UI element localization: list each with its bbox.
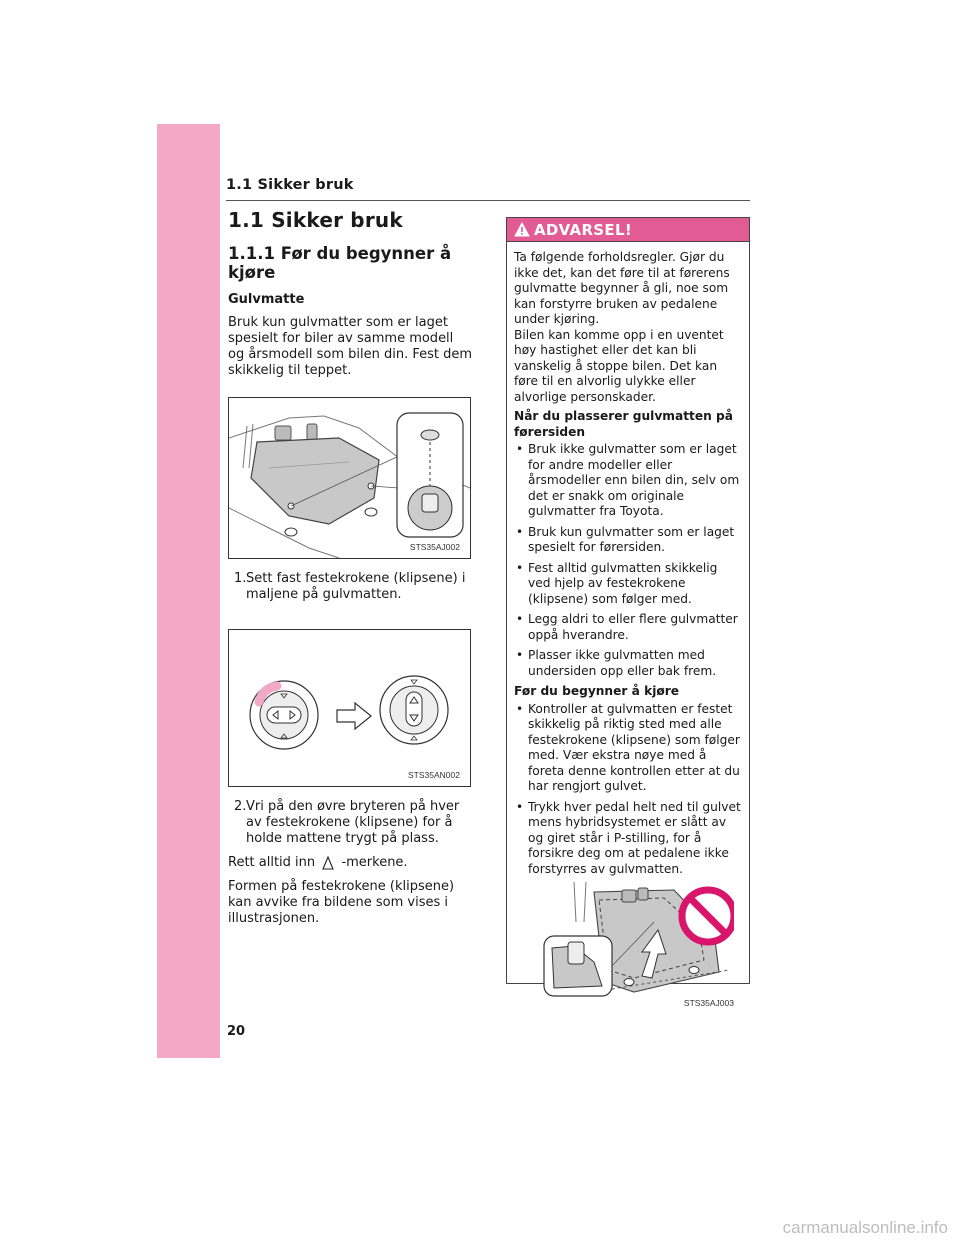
topic-heading: Gulvmatte (228, 292, 305, 307)
section-subtitle: 1.1.1 Før du begynner å kjøre (228, 244, 452, 282)
page-number: 20 (227, 1024, 246, 1039)
figure-floor-mat (228, 397, 471, 559)
warning-paragraph-2: Bilen kan komme opp i en uventet høy hastighet eller det kan bli vanskelig å stoppe bilen. Det kan føre til en alvorlig ulykke eller alvorlige personskader. (514, 327, 724, 404)
warning-subheading-2: Før du begynner å kjøre (514, 684, 680, 698)
warning-triangle-icon (514, 222, 530, 237)
step-number: 1. (234, 571, 247, 586)
figure-wrong-mat (524, 882, 734, 1010)
figure-code: STS35AJ002 (409, 542, 460, 552)
warning-bullet: • Plasser ikke gulvmatten med undersiden opp eller bak frem. (514, 648, 742, 679)
warning-paragraph-1: Ta følgende forholdsregler. Gjør du ikke det, kan det føre til at førerens gulvmatte begynner å gli, noe som kan forstyrre bruken av pedalene under kjøring. (514, 250, 730, 326)
align-note-after: -merkene. (341, 855, 408, 870)
warning-box (506, 217, 750, 1008)
warning-body (507, 242, 749, 1010)
triangle-mark-icon (322, 856, 334, 870)
warning-header (507, 218, 749, 242)
side-band (157, 124, 220, 1058)
warning-bullet: • Bruk ikke gulvmatter som er laget for andre modeller eller årsmodeller enn bilen din, selv om det er snakk om originale gulvmatter fra Toyota. (514, 442, 742, 520)
warning-bullet: • Kontroller at gulvmatten er festet skikkelig på riktig sted med alle festekrokene (klipsene) som følger med. Vær ekstra nøye med å foreta denne kontrollen etter at du har rengjort gulvet. (514, 702, 742, 795)
intro-paragraph: Bruk kun gulvmatter som er laget spesielt for biler av samme modell og årsmodell som bilen din. Fest dem skikkelig til teppet. (228, 315, 473, 378)
left-column (228, 208, 473, 935)
running-header: 1.1 Sikker bruk (226, 177, 354, 193)
floor-mat-illustration (229, 398, 470, 558)
align-note (228, 855, 473, 871)
clip-rotation-illustration (229, 630, 470, 786)
warning-subheading-1: Når du plasserer gulvmatten på førersiden (514, 409, 733, 439)
header-rule (226, 200, 750, 201)
step-text: Vri på den øvre bryteren på hver av festekrokene (klipsene) for å holde mattene trygt på plass. (246, 799, 460, 846)
warning-bullet: • Trykk hver pedal helt ned til gulvet mens hybridsystemet er slått av og giret står i P-stilling, for å forsikre deg om at pedalene ikke forstyrres av gulvmatten. (514, 800, 742, 878)
section-title: 1.1 Sikker bruk (228, 208, 403, 232)
watermark: carmanualsonline.info (782, 1218, 948, 1237)
warning-title: ADVARSEL! (534, 220, 632, 239)
align-note-before: Rett alltid inn (228, 855, 316, 870)
warning-bullet: • Fest alltid gulvmatten skikkelig ved hjelp av festekrokene (klipsene) som følger med. (514, 561, 742, 608)
warning-bullet: • Bruk kun gulvmatter som er laget spesielt for førersiden. (514, 525, 742, 556)
step-text: Sett fast festekrokene (klipsene) i maljene på gulvmatten. (246, 571, 466, 602)
figure-code: STS35AN002 (408, 770, 460, 780)
step-number: 2. (234, 799, 247, 814)
step-2 (228, 799, 473, 847)
warning-bullet: • Legg aldri to eller flere gulvmatter oppå hverandre. (514, 612, 742, 643)
figure-clip-rotation (228, 629, 471, 787)
figure-code: STS35AJ003 (683, 998, 734, 1008)
shape-note: Formen på festekrokene (klipsene) kan avvike fra bildene som vises i illustrasjonen. (228, 879, 455, 926)
wrong-mat-illustration (524, 882, 734, 1010)
step-1 (228, 571, 473, 603)
